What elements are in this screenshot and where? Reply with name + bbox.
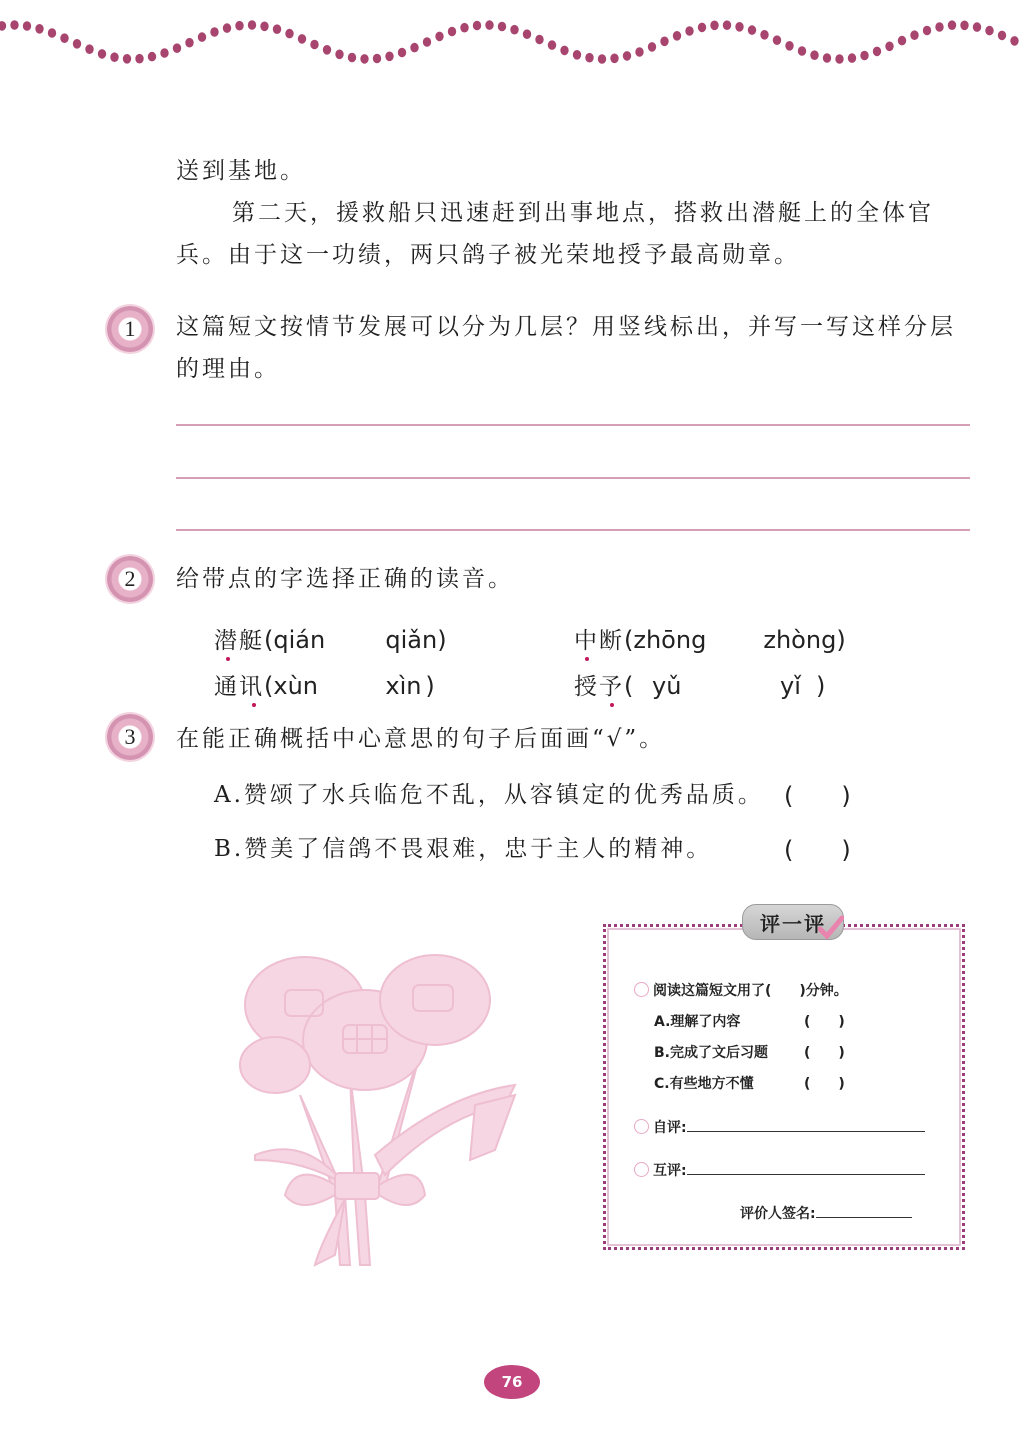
pinyin-item-qianting: 潜艇 ( qián qiǎn ) [214, 622, 447, 655]
question-3-text: 在能正确概括中心意思的句子后面画“√”。 [176, 726, 666, 752]
pinyin-item-tongxun: 通讯 ( xùn xìn ) [214, 668, 435, 701]
page-number: 76 [484, 1365, 540, 1399]
option-text: 赞颂了水兵临危不乱，从容镇定的优秀品质。 [243, 782, 764, 808]
answer-line-1[interactable] [176, 424, 970, 426]
self-eval-row: 自评: [634, 1117, 925, 1137]
pinyin-option-2[interactable]: qiǎn [385, 626, 438, 654]
pinyin-option-1[interactable]: qián [273, 626, 326, 654]
eval-item-a-answer[interactable]: ( ) [804, 1014, 845, 1030]
passage-line-1: 送到基地。 [176, 158, 306, 184]
pinyin-option-2[interactable]: xìn [385, 672, 422, 700]
word: 中断 [574, 628, 624, 654]
pinyin-item-shouyu: 授予 ( yǔ yǐ ) [574, 668, 825, 701]
question-1-badge [107, 306, 153, 352]
question-number: 3 [124, 724, 136, 749]
emphasis-dot [610, 703, 614, 707]
peer-eval-field[interactable] [687, 1174, 925, 1175]
signature-field[interactable] [816, 1217, 912, 1218]
option-a [214, 776, 764, 809]
circle-bullet-icon [634, 1162, 649, 1177]
reading-time-text: 阅读这篇短文用了( )分钟。 [653, 983, 848, 999]
passage-paragraph-2: 第二天，援救船只迅速赶到出事地点，搭救出潜艇上的全体官兵。由于这一功绩，两只鸽子被光荣地授予最高勋章。 [176, 200, 934, 268]
flower-bouquet-illustration [225, 945, 525, 1285]
option-label: A. [214, 782, 244, 808]
reading-time-row [634, 980, 848, 1000]
emphasis-dot [226, 657, 230, 661]
word: 授予 [574, 674, 624, 700]
option-a-answer-box[interactable]: ( ) [784, 782, 851, 810]
question-2-badge [107, 556, 153, 602]
circle-bullet-icon [634, 982, 649, 997]
answer-line-2[interactable] [176, 477, 970, 479]
decorative-dot-wave [0, 0, 1024, 80]
word: 潜艇 [214, 628, 264, 654]
emphasis-dot [252, 703, 256, 707]
option-label: B. [214, 836, 245, 862]
option-text: 赞美了信鸽不畏艰难，忠于主人的精神。 [244, 836, 713, 862]
eval-item-b-answer[interactable]: ( ) [804, 1045, 845, 1061]
question-number: 2 [124, 566, 136, 591]
pinyin-option-1[interactable]: zhōng [633, 626, 707, 654]
question-1-text: 这篇短文按情节发展可以分为几层？用竖线标出，并写一写这样分层的理由。 [176, 314, 956, 382]
option-b-answer-box[interactable]: ( ) [784, 836, 851, 864]
pinyin-option-2[interactable]: yǐ [780, 672, 801, 700]
eval-item-a: A.理解了内容 ( ) [654, 1014, 845, 1030]
circle-bullet-icon [634, 1119, 649, 1134]
pinyin-item-zhongduan: 中断 ( zhōng zhòng ) [574, 622, 846, 655]
eval-item-c-answer[interactable]: ( ) [804, 1076, 845, 1092]
answer-line-3[interactable] [176, 529, 970, 531]
pinyin-option-2[interactable]: zhòng [763, 626, 837, 654]
option-b [214, 830, 712, 863]
emphasis-dot [585, 657, 589, 661]
self-eval-field[interactable] [687, 1131, 925, 1132]
evaluation-title: 评一评 [742, 904, 844, 940]
checkmark-icon [818, 915, 844, 941]
word: 通讯 [214, 674, 264, 700]
peer-eval-row: 互评: [634, 1160, 925, 1180]
eval-item-c: C.有些地方不懂 ( ) [654, 1076, 845, 1092]
question-number: 1 [124, 316, 136, 341]
signature-row: 评价人签名: [740, 1203, 912, 1223]
eval-item-b: B.完成了文后习题 ( ) [654, 1045, 845, 1061]
pinyin-option-1[interactable]: yǔ [652, 672, 682, 700]
question-2-text: 给带点的字选择正确的读音。 [176, 566, 514, 592]
pinyin-option-1[interactable]: xùn [273, 672, 318, 700]
question-3-badge [107, 714, 153, 760]
